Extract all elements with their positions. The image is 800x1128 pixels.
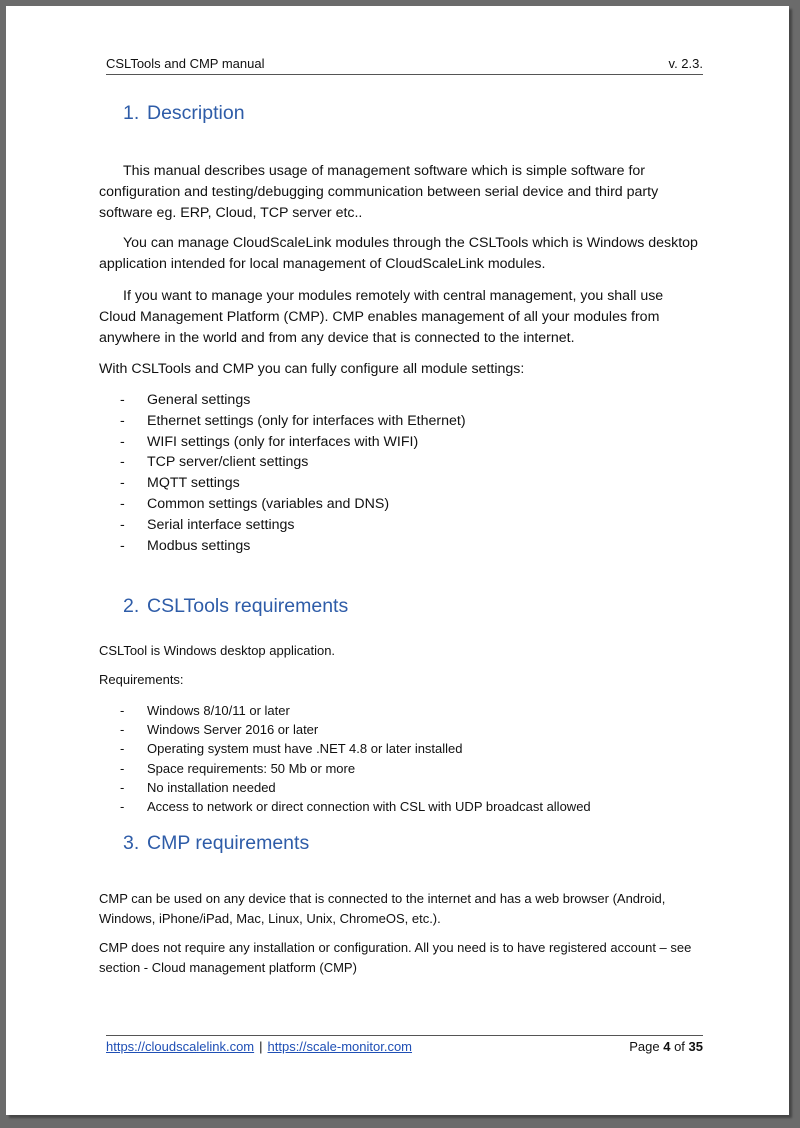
paragraph: With CSLTools and CMP you can fully configure all module settings: <box>99 361 525 377</box>
paragraph: If you want to manage your modules remotely with central management, you shall use Cloud Management Platform (CMP). CMP enables management of all your modules from anywhere in the world and from any device that is connected to the internet. <box>99 288 664 346</box>
list-item: - Windows 8/10/11 or later <box>120 703 290 718</box>
list-item: - Serial interface settings <box>120 516 295 533</box>
footer-separator: | <box>259 1039 263 1054</box>
paragraph: CMP can be used on any device that is connected to the internet and has a web browser (Android, Windows, iPhone/iPad, Mac, Linux, Unix, ChromeOS, etc.). <box>99 891 666 926</box>
section-number: 2. <box>123 595 140 617</box>
footer-links <box>106 1039 412 1054</box>
section-number: 3. <box>123 832 140 854</box>
page-number: Page 4 of 35 <box>629 1039 703 1054</box>
module-settings-list <box>99 390 466 556</box>
list-item: - Common settings (variables and DNS) <box>120 495 390 512</box>
list-item: - Ethernet settings (only for interfaces with Ethernet) <box>120 412 466 429</box>
list-item: - No installation needed <box>120 779 276 795</box>
section-title: CMP requirements <box>147 832 310 854</box>
list-item: - Access to network or direct connection with CSL with UDP broadcast allowed <box>120 798 591 814</box>
cloudscalelink-link[interactable]: https://cloudscalelink.com <box>106 1039 255 1054</box>
page-footer <box>106 1035 703 1054</box>
list-item: - TCP server/client settings <box>120 454 309 471</box>
list-item: - Operating system must have .NET 4.8 or later installed <box>120 741 463 757</box>
section-heading-description <box>123 102 245 125</box>
section-heading-csltools-requirements <box>123 595 348 618</box>
list-item: - MQTT settings <box>120 475 240 492</box>
document-page <box>6 6 789 1115</box>
list-item: - Space requirements: 50 Mb or more <box>120 760 356 776</box>
requirements-list <box>99 701 591 816</box>
scale-monitor-link[interactable]: https://scale-monitor.com <box>267 1039 413 1054</box>
list-item: - Windows Server 2016 or later <box>120 722 319 738</box>
page-header <box>106 56 703 75</box>
section-title: CSLTools requirements <box>147 595 349 617</box>
list-item: - Modbus settings <box>120 537 251 554</box>
paragraph: CSLTool is Windows desktop application. <box>99 643 336 658</box>
list-item: - WIFI settings (only for interfaces with WIFI) <box>120 433 419 450</box>
document-title: CSLTools and CMP manual <box>106 56 265 71</box>
paragraph: CMP does not require any installation or configuration. All you need is to have registered account – see section - Cloud management platform (CMP) <box>99 940 692 975</box>
document-version: v. 2.3. <box>668 56 703 71</box>
paragraph: Requirements: <box>99 672 184 687</box>
section-number: 1. <box>123 102 140 124</box>
section-heading-cmp-requirements <box>123 832 309 855</box>
paragraph: You can manage CloudScaleLink modules through the CSLTools which is Windows desktop application intended for local management of CloudScaleLink modules. <box>99 235 698 272</box>
section-title: Description <box>147 102 245 124</box>
paragraph: This manual describes usage of management software which is simple software for configuration and testing/debugging communication between serial device and third party software eg. ERP, Cloud, TCP server etc.. <box>99 163 659 221</box>
list-item: - General settings <box>120 392 251 408</box>
